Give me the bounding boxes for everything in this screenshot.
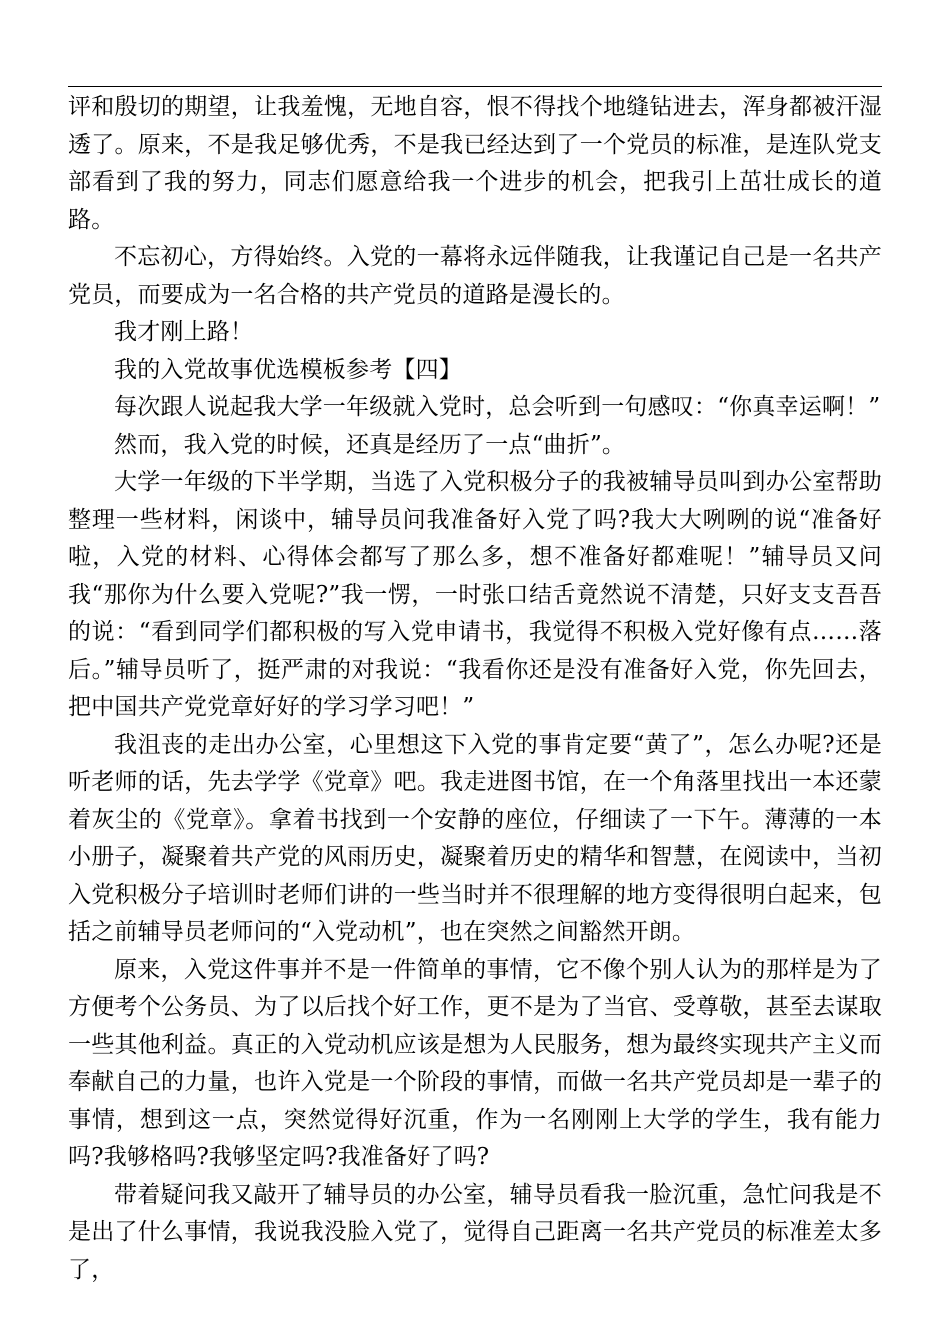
- paragraph: 带着疑问我又敲开了辅导员的办公室，辅导员看我一脸沉重，急忙问我是不是出了什么事情，我说我没脸入党了，觉得自己距离一名共产党员的标准差太多了，: [68, 1181, 882, 1283]
- paragraph-continued: 评和殷切的期望，让我羞愧，无地自容，恨不得找个地缝钻进去，浑身都被汗湿透了。原来，不是我足够优秀，不是我已经达到了一个党员的标准，是连队党支部看到了我的努力，同志们愿意给我一个进步的机会，把我引上茁壮成长的道路。: [68, 94, 882, 233]
- paragraph: 原来，入党这件事并不是一件简单的事情，它不像个别人认为的那样是为了方便考个公务员、为了以后找个好工作，更不是为了当官、受尊敬，甚至去谋取一些其他利益。真正的入党动机应该是想为人民服务，想为最终实现共产主义而奉献自己的力量，也许入党是一个阶段的事情，而做一名共产党员却是一辈子的事情，想到这一点，突然觉得好沉重，作为一名刚刚上大学的学生，我有能力吗?我够格吗?我够坚定吗?我准备好了吗?: [68, 956, 882, 1170]
- paragraph: 我沮丧的走出办公室，心里想这下入党的事肯定要“黄了”，怎么办呢?还是听老师的话，先去学学《党章》吧。我走进图书馆，在一个角落里找出一本还蒙着灰尘的《党章》。拿着书找到一个安静的座位，仔细读了一下午。薄薄的一本小册子，凝聚着共产党的风雨历史，凝聚着历史的精华和智慧，在阅读中，当初入党积极分子培训时老师们讲的一些当时并不很理解的地方变得很明白起来，包括之前辅导员老师问的“入党动机”，也在突然之间豁然开朗。: [68, 731, 882, 945]
- paragraph: 不忘初心，方得始终。入党的一幕将永远伴随我，让我谨记自己是一名共产党员，而要成为一名合格的共产党员的道路是漫长的。: [68, 244, 882, 308]
- paragraph: 每次跟人说起我大学一年级就入党时，总会听到一句感叹：“你真幸运啊！”: [114, 394, 881, 420]
- document-page: [68, 86, 882, 1289]
- paragraph: 我才刚上路！: [114, 319, 254, 345]
- paragraph: 大学一年级的下半学期，当选了入党积极分子的我被辅导员叫到办公室帮助整理一些材料，闲谈中，辅导员问我准备好入党了吗?我大大咧咧的说“准备好啦，入党的材料、心得体会都写了那么多，想不准备好都难呢！”辅导员又问我“那你为什么要入党呢?”我一愣，一时张口结舌竟然说不清楚，只好支支吾吾的说：“看到同学们都积极的写入党申请书，我觉得不积极入党好像有点……落后。”辅导员听了，挺严肃的对我说：“我看你还是没有准备好入党，你先回去，把中国共产党党章好好的学习学习吧！”: [68, 469, 882, 720]
- header-rule: [68, 86, 882, 87]
- section-heading: 我的入党故事优选模板参考【四】: [114, 356, 462, 383]
- paragraph: 然而，我入党的时候，还真是经历了一点“曲折”。: [114, 431, 626, 458]
